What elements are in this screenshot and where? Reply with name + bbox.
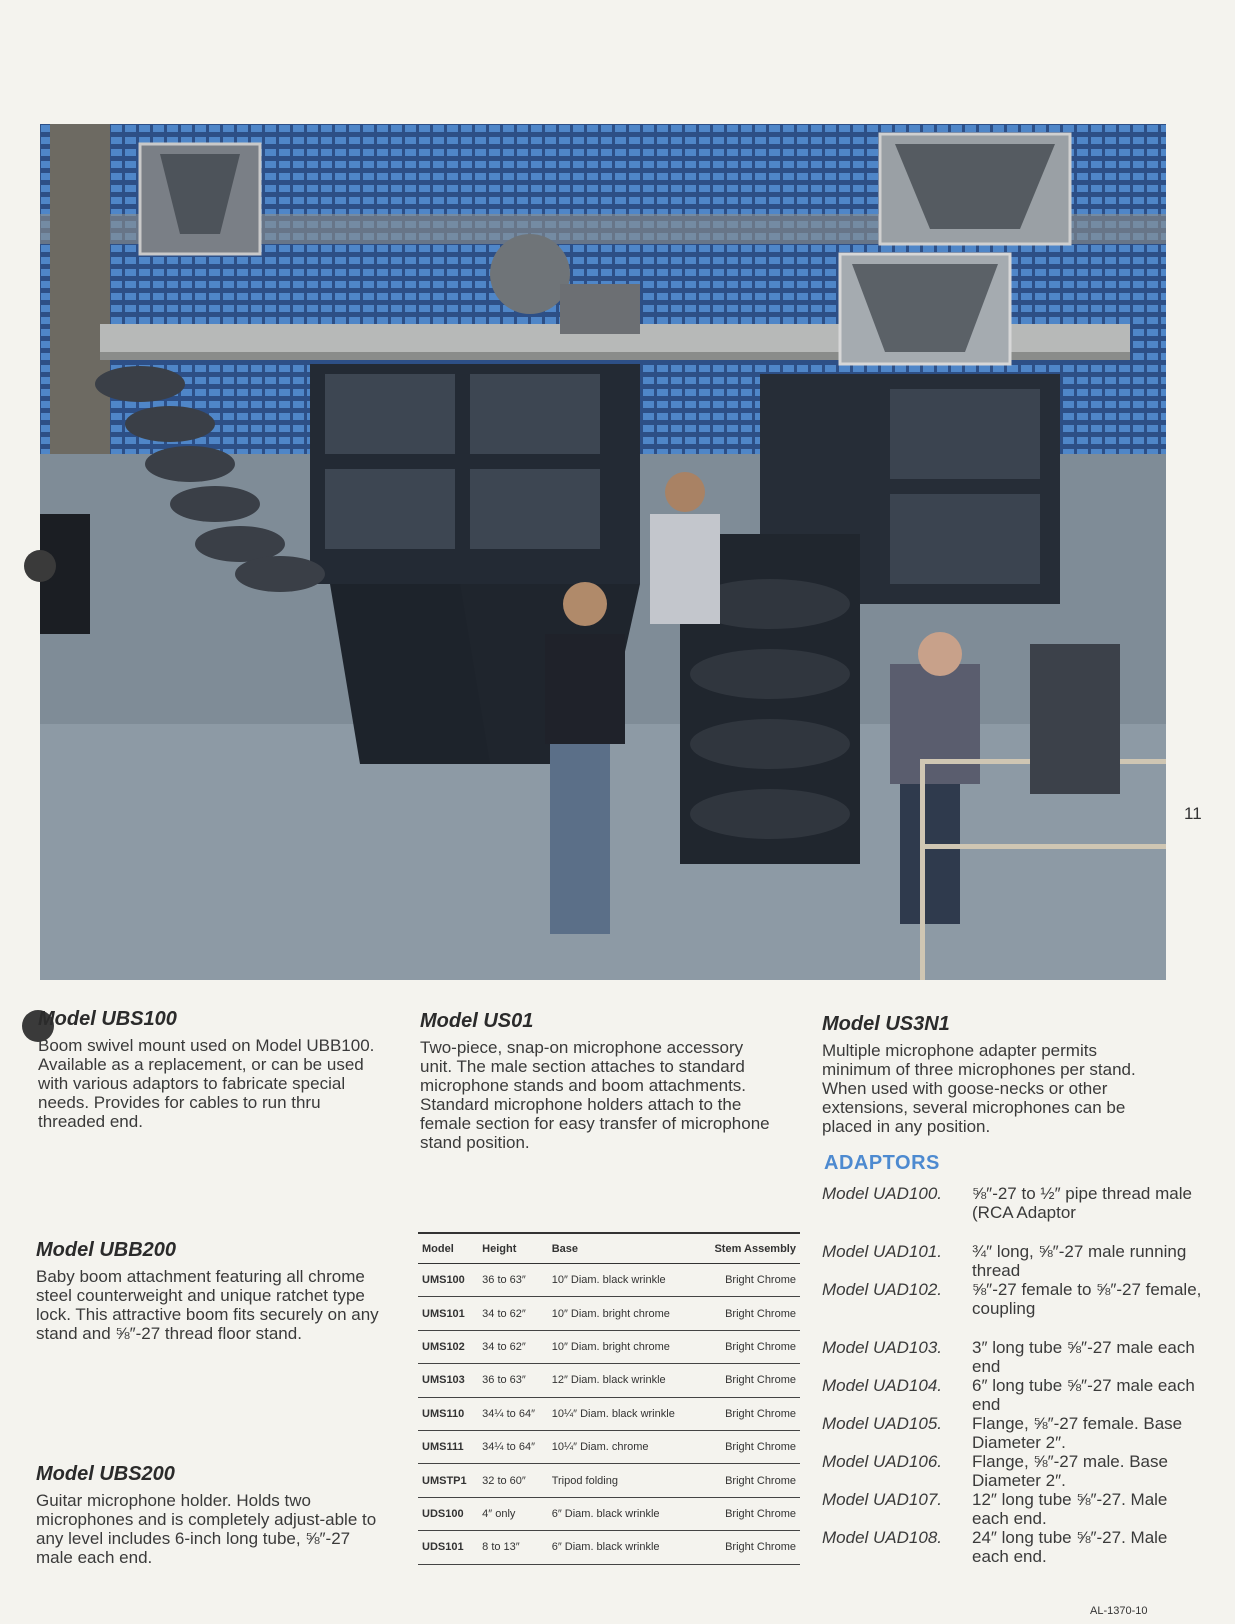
cell: 6″ Diam. black wrinkle (548, 1531, 698, 1564)
model-us3n1-description: Multiple microphone adapter permits minimum of three microphones per stand. When used with goose-necks or other extensions, several microphones can be placed in any position. (822, 1041, 1136, 1136)
cell: 36 to 63″ (478, 1364, 548, 1397)
cell: 6″ Diam. black wrinkle (548, 1497, 698, 1530)
cell: 4″ only (478, 1497, 548, 1530)
cell: 36 to 63″ (478, 1264, 548, 1297)
model-ubs200-title: Model UBS200 (36, 1463, 175, 1485)
model-ubb200-description: Baby boom attachment featuring all chrome steel counterweight and unique ratchet type lock. This attractive boom fits securely on any stand and ⅝″-27 thread floor stand. (36, 1267, 379, 1343)
cell: 32 to 60″ (478, 1464, 548, 1497)
cell: UMSTP1 (418, 1464, 478, 1497)
cell: Bright Chrome (698, 1497, 800, 1530)
table-row (418, 1330, 800, 1363)
cell: UMS100 (418, 1264, 478, 1297)
binder-hole (24, 550, 56, 582)
adaptor-desc: ⅝″-27 to ½″ pipe thread male (RCA Adaptor (972, 1184, 1192, 1222)
table-row (418, 1430, 800, 1463)
table-row (418, 1497, 800, 1530)
cell: UMS110 (418, 1397, 478, 1430)
cell: Bright Chrome (698, 1297, 800, 1330)
adaptor-model: Model UAD103. (822, 1338, 943, 1357)
model-ubs200-description: Guitar microphone holder. Holds two microphones and is completely adjust-able to any level includes 6-inch long tube, ⅝″-27 male each end. (36, 1491, 377, 1567)
table-row (418, 1464, 800, 1497)
cell: UMS103 (418, 1364, 478, 1397)
adaptor-model: Model UAD106. (822, 1452, 943, 1471)
adaptor-desc: ⅝″-27 female to ⅝″-27 female, coupling (972, 1280, 1202, 1318)
cell: Bright Chrome (698, 1430, 800, 1463)
adaptor-desc: 6″ long tube ⅝″-27 male each end (972, 1376, 1195, 1414)
page-number: 11 (1184, 804, 1202, 823)
cell: Bright Chrome (698, 1397, 800, 1430)
table-row (418, 1531, 800, 1564)
cell: UDS100 (418, 1497, 478, 1530)
adaptor-model: Model UAD108. (822, 1528, 943, 1547)
cell: 34 to 62″ (478, 1330, 548, 1363)
adaptor-model: Model UAD107. (822, 1490, 943, 1509)
cell: 10″ Diam. bright chrome (548, 1297, 698, 1330)
col-base: Base (548, 1233, 698, 1264)
cell: 10″ Diam. bright chrome (548, 1330, 698, 1363)
adaptor-desc: ¾″ long, ⅝″-27 male running thread (972, 1242, 1187, 1280)
col-height: Height (478, 1233, 548, 1264)
cell: UDS101 (418, 1531, 478, 1564)
table-header-row (418, 1233, 800, 1264)
cell: Bright Chrome (698, 1264, 800, 1297)
adaptor-model: Model UAD102. (822, 1280, 943, 1299)
adaptor-desc: Flange, ⅝″-27 male. Base Diameter 2″. (972, 1452, 1168, 1490)
cell: 34 to 62″ (478, 1297, 548, 1330)
table-row (418, 1297, 800, 1330)
col-model: Model (418, 1233, 478, 1264)
model-ubs100-title: Model UBS100 (38, 1008, 177, 1030)
table-row (418, 1397, 800, 1430)
model-ubb200-title: Model UBB200 (36, 1239, 177, 1261)
cell: UMS102 (418, 1330, 478, 1363)
adaptor-model: Model UAD100. (822, 1184, 943, 1203)
cell: Bright Chrome (698, 1531, 800, 1564)
cell: Bright Chrome (698, 1364, 800, 1397)
photo-illustration (40, 124, 1166, 980)
cell: 34¼ to 64″ (478, 1430, 548, 1463)
model-us01-title: Model US01 (420, 1010, 534, 1032)
table-row (418, 1264, 800, 1297)
adaptor-desc: Flange, ⅝″-27 female. Base Diameter 2″. (972, 1414, 1183, 1452)
adaptor-desc: 24″ long tube ⅝″-27. Male each end. (972, 1528, 1168, 1566)
cell: 10¼″ Diam. chrome (548, 1430, 698, 1463)
adaptor-desc: 3″ long tube ⅝″-27 male each end (972, 1338, 1195, 1376)
adaptor-desc: 12″ long tube ⅝″-27. Male each end. (972, 1490, 1168, 1528)
cell: UMS101 (418, 1297, 478, 1330)
adaptor-model: Model UAD104. (822, 1376, 943, 1395)
cell: Bright Chrome (698, 1330, 800, 1363)
adaptor-model: Model UAD101. (822, 1242, 943, 1261)
model-ubs100-description: Boom swivel mount used on Model UBB100. Available as a replacement, or can be used with various adaptors to fabricate special needs. Provides for cables to run thru threaded end. (38, 1036, 375, 1131)
col-stem-assembly: Stem Assembly (698, 1233, 800, 1264)
cell: 8 to 13″ (478, 1531, 548, 1564)
cell: Tripod folding (548, 1464, 698, 1497)
adaptors-heading: ADAPTORS (824, 1152, 940, 1174)
cell: 10″ Diam. black wrinkle (548, 1264, 698, 1297)
cell: 34¼ to 64″ (478, 1397, 548, 1430)
cell: UMS111 (418, 1430, 478, 1463)
model-us3n1-title: Model US3N1 (822, 1013, 950, 1035)
catalog-number: AL-1370-10 (1090, 1605, 1148, 1617)
microphone-stand-spec-table (418, 1232, 800, 1565)
adaptor-model: Model UAD105. (822, 1414, 943, 1433)
arena-sound-system-photo (40, 124, 1166, 980)
cell: 10¼″ Diam. black wrinkle (548, 1397, 698, 1430)
table-row (418, 1364, 800, 1397)
model-us01-description: Two-piece, snap-on microphone accessory unit. The male section attaches to standard microphone stands and boom attachments. Standard microphone holders attach to the female section for easy transfer of microphone stand position. (420, 1038, 770, 1152)
cell: Bright Chrome (698, 1464, 800, 1497)
cell: 12″ Diam. black wrinkle (548, 1364, 698, 1397)
